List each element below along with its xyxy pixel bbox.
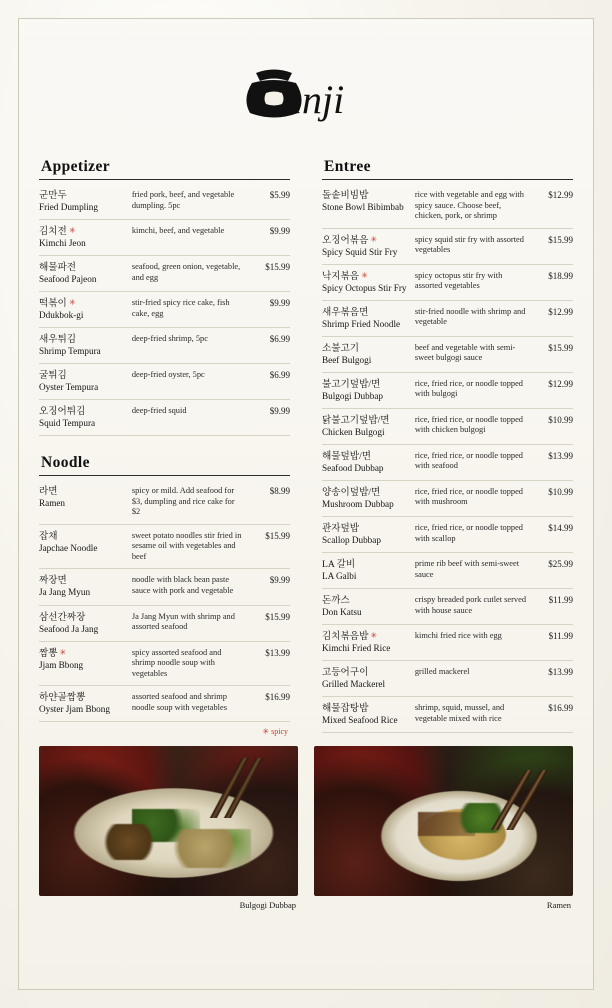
item-price: $9.99	[245, 220, 290, 256]
item-name-en: Don Katsu	[322, 607, 362, 618]
table-row	[322, 444, 573, 480]
item-name-en: Scallop Dubbap	[322, 535, 381, 546]
appetizer-rows	[39, 184, 290, 436]
item-name	[322, 336, 415, 372]
item-name-kr: 짜장면	[39, 575, 67, 587]
table-row	[322, 228, 573, 264]
item-name-en: Seafood Pajeon	[39, 274, 97, 285]
table-row	[39, 480, 290, 524]
item-name	[322, 372, 415, 408]
item-name-kr: 낙지볶음 ✳	[322, 270, 368, 282]
item-name-kr: 오징어볶음 ✳	[322, 234, 378, 246]
item-name-kr: 관자덮밥	[322, 523, 360, 534]
noodle-rows	[39, 480, 290, 721]
item-desc: rice, fried rice, or noodle topped with seafood	[415, 444, 528, 480]
item-name	[322, 480, 415, 516]
item-name-kr: 떡볶이 ✳	[39, 298, 76, 310]
item-price: $12.99	[528, 300, 573, 336]
item-price: $8.99	[245, 480, 290, 524]
table-row	[39, 605, 290, 641]
item-name-kr: 짬뽕 ✳	[39, 647, 67, 659]
spicy-icon: ✳	[370, 631, 378, 641]
item-name-kr: 새우튀김	[39, 334, 77, 346]
item-name-kr: 해물덮밥/면	[322, 450, 372, 462]
item-name	[39, 364, 132, 400]
item-desc: noodle with black bean paste sauce with pork and vegetable	[132, 569, 245, 605]
item-name	[322, 228, 415, 264]
table-row	[322, 408, 573, 444]
table-row	[322, 336, 573, 372]
item-name-kr: 삼선간짜장	[39, 611, 86, 623]
item-desc: deep-fried squid	[132, 400, 245, 436]
item-price: $11.99	[528, 589, 573, 625]
item-name-en: LA Galbi	[322, 571, 357, 582]
table-row	[322, 372, 573, 408]
item-desc: sweet potato noodles stir fried in sesame oil with vegetables and beef	[132, 524, 245, 569]
photo-block-ramen	[314, 746, 573, 910]
item-name	[39, 292, 132, 328]
item-name-en: Mushroom Dubbap	[322, 498, 394, 509]
item-name-kr: 양송이덮밥/면	[322, 486, 381, 498]
item-name-kr: 소불고기	[322, 342, 360, 354]
item-name	[39, 569, 132, 605]
table-row	[322, 625, 573, 661]
item-name-en: Shrimp Fried Noodle	[322, 318, 401, 329]
item-price: $9.99	[245, 400, 290, 436]
item-name-kr: 라면	[39, 486, 58, 498]
item-price: $13.99	[245, 641, 290, 686]
ramen-photo	[314, 746, 573, 896]
item-name	[322, 661, 415, 697]
item-name-en: Mixed Seafood Rice	[322, 715, 398, 726]
item-name	[39, 641, 132, 686]
table-row	[39, 524, 290, 569]
item-price: $15.99	[245, 256, 290, 292]
item-desc: deep-fried oyster, 5pc	[132, 364, 245, 400]
item-price: $15.99	[245, 524, 290, 569]
item-name-en: Ramen	[39, 498, 66, 509]
item-desc: assorted seafood and shrimp noodle soup with vegetables	[132, 686, 245, 722]
chopsticks-detail	[179, 758, 288, 818]
item-name-kr: 불고기덮밥/면	[322, 378, 381, 390]
item-name	[322, 517, 415, 553]
item-name	[322, 589, 415, 625]
section-title-appetizer: Appetizer	[41, 158, 111, 175]
spicy-icon: ✳	[370, 234, 378, 244]
table-row	[322, 661, 573, 697]
table-row	[39, 641, 290, 686]
item-name-en: Kimchi Jeon	[39, 238, 86, 249]
item-desc: rice, fried rice, or noodle topped with bulgogi	[415, 372, 528, 408]
brand-header	[39, 33, 573, 158]
item-desc: rice with vegetable and egg with spicy sauce. Choose beef, chicken, pork, or shrimp	[415, 184, 528, 228]
item-price: $16.99	[245, 686, 290, 722]
table-row	[322, 264, 573, 300]
item-price: $15.99	[245, 605, 290, 641]
item-price: $12.99	[528, 184, 573, 228]
item-price: $15.99	[528, 336, 573, 372]
photo-caption: Ramen	[546, 900, 571, 911]
table-row	[39, 256, 290, 292]
table-row	[322, 553, 573, 589]
item-name	[322, 444, 415, 480]
chopsticks-detail	[464, 770, 568, 830]
item-name	[39, 184, 132, 220]
table-row	[322, 300, 573, 336]
item-name	[322, 184, 415, 228]
item-name-kr: 오징어튀김	[39, 406, 86, 418]
item-desc: kimchi fried rice with egg	[415, 625, 528, 661]
item-name-en: Jjam Bbong	[39, 659, 84, 670]
item-price: $11.99	[528, 625, 573, 661]
item-name-en: Grilled Mackerel	[322, 679, 386, 690]
item-name-kr: 고등어구이	[322, 667, 369, 679]
table-row	[322, 589, 573, 625]
item-desc: rice, fried rice, or noodle topped with chicken bulgogi	[415, 408, 528, 444]
item-name	[39, 686, 132, 722]
table-row	[39, 686, 290, 722]
section-rule-entree	[322, 179, 573, 180]
item-desc: beef and vegetable with semi-sweet bulgogi sauce	[415, 336, 528, 372]
item-name-en: Chicken Bulgogi	[322, 426, 385, 437]
right-column	[306, 158, 573, 733]
item-desc: rice, fried rice, or noodle topped with mushroom	[415, 480, 528, 516]
table-row	[39, 569, 290, 605]
item-desc: spicy or mild. Add seafood for $3, dumpling and rice cake for $2	[132, 480, 245, 524]
spicy-legend	[39, 722, 290, 736]
spicy-icon: ✳	[361, 270, 368, 280]
table-row	[322, 517, 573, 553]
entree-table	[322, 184, 573, 733]
item-desc: stir-fried spicy rice cake, fish cake, egg	[132, 292, 245, 328]
table-row	[39, 292, 290, 328]
item-name-en: Ja Jang Myun	[39, 587, 91, 598]
item-name	[39, 400, 132, 436]
table-row	[322, 480, 573, 516]
item-name	[39, 605, 132, 641]
section-title-entree: Entree	[324, 158, 371, 175]
item-name-kr: 돌솥비빔밥	[322, 190, 369, 201]
item-desc: spicy squid stir fry with assorted vegetables	[415, 228, 528, 264]
item-name	[322, 697, 415, 733]
photo-detail	[174, 829, 252, 868]
item-desc: rice, fried rice, or noodle topped with scallop	[415, 517, 528, 553]
item-desc: Ja Jang Myun with shrimp and assorted seafood	[132, 605, 245, 641]
danji-logo	[196, 59, 416, 135]
table-row	[39, 400, 290, 436]
korean-pot-icon	[196, 59, 416, 135]
item-name-kr: 굴튀김	[39, 370, 67, 382]
item-name-en: Bulgogi Dubbap	[322, 390, 383, 401]
item-price: $15.99	[528, 228, 573, 264]
svg-text:anji: anji	[282, 77, 345, 122]
spicy-legend-icon: ✳	[262, 727, 270, 737]
item-price: $25.99	[528, 553, 573, 589]
item-desc: grilled mackerel	[415, 661, 528, 697]
item-desc: crispy breaded pork cutlet served with house sauce	[415, 589, 528, 625]
item-name-en: Seafood Ja Jang	[39, 623, 99, 634]
item-desc: deep-fried shrimp, 5pc	[132, 328, 245, 364]
item-name	[39, 524, 132, 569]
section-spacer	[39, 436, 290, 454]
spicy-icon: ✳	[59, 647, 67, 657]
item-price: $10.99	[528, 480, 573, 516]
item-price: $16.99	[528, 697, 573, 733]
item-price: $6.99	[245, 364, 290, 400]
menu-frame	[18, 18, 594, 990]
item-name	[322, 625, 415, 661]
noodle-table	[39, 480, 290, 722]
item-desc: shrimp, squid, mussel, and vegetable mixed with rice	[415, 697, 528, 733]
item-name	[39, 220, 132, 256]
table-row	[39, 328, 290, 364]
item-name-en: Spicy Squid Stir Fry	[322, 246, 398, 257]
item-name-kr: 돈까스	[322, 595, 350, 607]
item-desc: spicy assorted seafood and shrimp noodle soup with vegetables	[132, 641, 245, 686]
spicy-legend-label: spicy	[271, 727, 288, 737]
item-desc: seafood, green onion, vegetable, and egg	[132, 256, 245, 292]
item-name	[39, 328, 132, 364]
item-name	[39, 480, 132, 524]
item-name	[39, 256, 132, 292]
item-name-en: Seafood Dubbap	[322, 462, 384, 473]
item-name-en: Fried Dumpling	[39, 202, 98, 213]
table-row	[322, 184, 573, 228]
table-row	[39, 364, 290, 400]
item-name-kr: 김치전 ✳	[39, 226, 76, 238]
item-price: $13.99	[528, 444, 573, 480]
item-price: $9.99	[245, 569, 290, 605]
section-rule-noodle	[39, 475, 290, 476]
item-desc: stir-fried noodle with shrimp and vegetable	[415, 300, 528, 336]
item-name-en: Ddukbok-gi	[39, 310, 84, 321]
item-price: $13.99	[528, 661, 573, 697]
item-name-kr: 닭불고기덮밥/면	[322, 414, 390, 426]
table-row	[39, 220, 290, 256]
entree-rows	[322, 184, 573, 733]
item-price: $14.99	[528, 517, 573, 553]
item-desc: prime rib beef with semi-sweet sauce	[415, 553, 528, 589]
spicy-icon: ✳	[68, 298, 76, 308]
item-name-en: Oyster Jjam Bbong	[39, 704, 110, 715]
item-price: $12.99	[528, 372, 573, 408]
item-name	[322, 264, 415, 300]
section-rule-appetizer	[39, 179, 290, 180]
item-name-en: Spicy Octopus Stir Fry	[322, 282, 407, 293]
item-name-kr: 해물파전	[39, 262, 77, 274]
item-desc: fried pork, beef, and vegetable dumpling. 5pc	[132, 184, 245, 220]
bulgogi-dubbap-photo	[39, 746, 298, 896]
spicy-icon: ✳	[68, 226, 76, 236]
table-row	[39, 184, 290, 220]
item-price: $6.99	[245, 328, 290, 364]
item-name	[322, 408, 415, 444]
item-name-kr: 해물잡탕밥	[322, 703, 369, 715]
photo-block-bulgogi	[39, 746, 298, 910]
table-row	[322, 697, 573, 733]
item-price: $10.99	[528, 408, 573, 444]
item-name-en: Squid Tempura	[39, 418, 96, 429]
left-column	[39, 158, 306, 736]
item-name-en: Stone Bowl Bibimbab	[322, 202, 404, 213]
item-name-kr: LA 갈비	[322, 559, 356, 571]
photo-gallery	[39, 746, 573, 910]
item-name	[322, 553, 415, 589]
menu-columns	[39, 158, 573, 736]
appetizer-table	[39, 184, 290, 436]
photo-caption: Bulgogi Dubbap	[239, 900, 296, 911]
item-name-kr: 군만두	[39, 190, 67, 201]
item-price: $18.99	[528, 264, 573, 300]
item-desc: kimchi, beef, and vegetable	[132, 220, 245, 256]
item-price: $5.99	[245, 184, 290, 220]
item-price: $9.99	[245, 292, 290, 328]
item-name-en: Oyster Tempura	[39, 382, 99, 393]
item-name-kr: 잡채	[39, 530, 58, 542]
item-name-en: Shrimp Tempura	[39, 346, 101, 357]
item-name-kr: 새우볶음면	[322, 306, 369, 318]
section-title-noodle: Noodle	[41, 454, 90, 472]
item-name	[322, 300, 415, 336]
item-name-kr: 하얀골짬뽕	[39, 692, 86, 704]
item-name-en: Beef Bulgogi	[322, 354, 372, 365]
item-name-kr: 김치볶음밥 ✳	[322, 631, 378, 643]
item-desc: spicy octopus stir fry with assorted vegetables	[415, 264, 528, 300]
item-name-en: Kimchi Fried Rice	[322, 643, 391, 654]
item-name-en: Japchae Noodle	[39, 542, 98, 553]
photo-detail	[101, 824, 163, 860]
